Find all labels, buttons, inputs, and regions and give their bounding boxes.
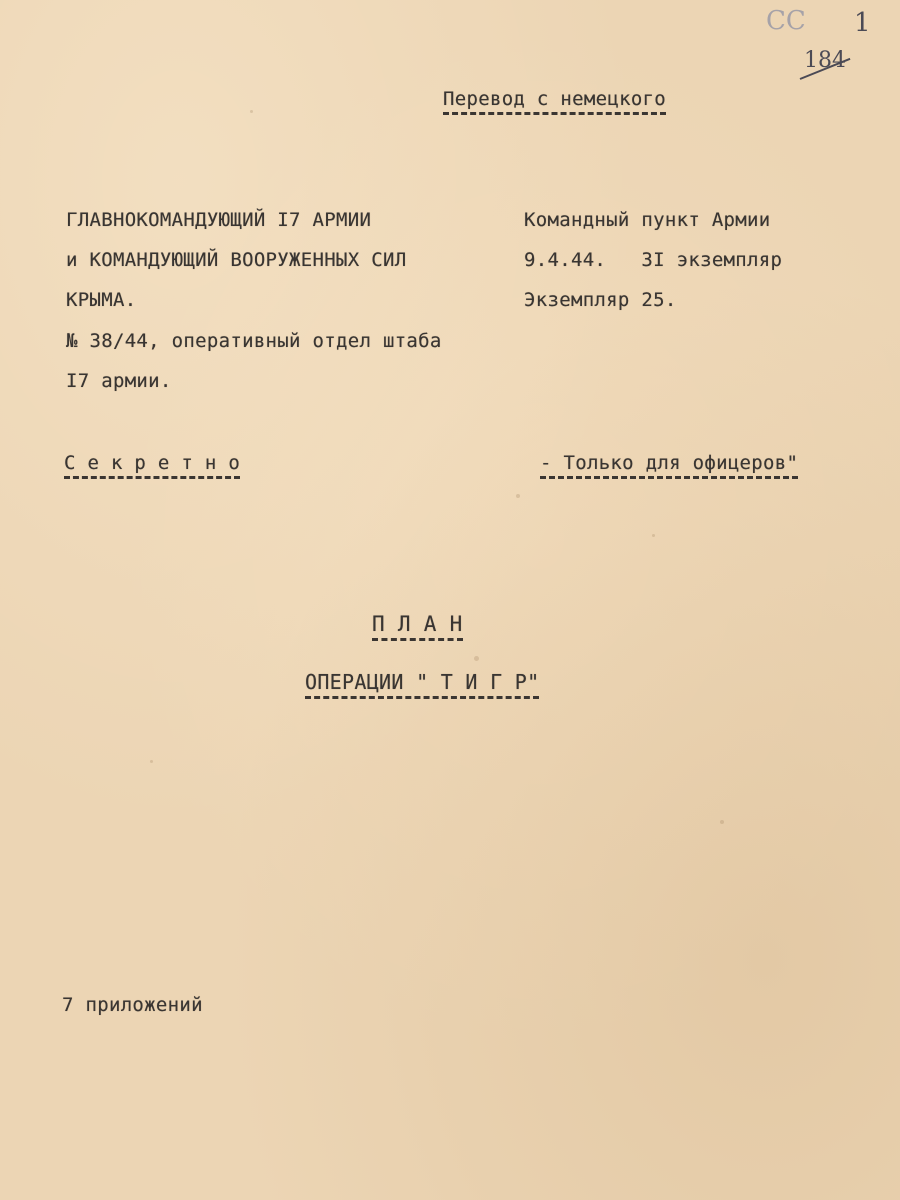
translation-note: Перевод с немецкого (443, 88, 666, 115)
date-and-copies: 9.4.44. 3I экземпляр (524, 249, 783, 271)
sender-line-5: I7 армии. (66, 370, 172, 392)
sheet-number: 1 (854, 8, 871, 38)
command-post: Командный пункт Армии (524, 209, 771, 231)
officers-only-label: - Только для офицеров" (540, 452, 798, 479)
old-sheet-number: 184 (804, 48, 846, 73)
paper-spot (516, 494, 520, 498)
plan-title: П Л А Н (372, 612, 463, 641)
archive-code: CC (766, 6, 806, 36)
operation-title: ОПЕРАЦИИ " Т И Г Р" (305, 670, 539, 699)
attachments-count: 7 приложений (62, 994, 203, 1016)
sender-line-3: КРЫМА. (66, 289, 137, 311)
sender-line-2: и КОМАНДУЮЩИЙ ВООРУЖЕННЫХ СИЛ (66, 249, 407, 271)
secret-label: С е к р е т н о (64, 452, 240, 479)
document-reference: № 38/44, оперативный отдел штаба (66, 330, 442, 352)
paper-spot (720, 820, 724, 824)
paper-spot (150, 760, 153, 763)
paper-spot (474, 656, 479, 661)
copy-number: Экземпляр 25. (524, 289, 677, 311)
paper-spot (652, 534, 655, 537)
paper-spot (250, 110, 253, 113)
sender-line-1: ГЛАВНОКОМАНДУЮЩИЙ I7 АРМИИ (66, 209, 372, 231)
